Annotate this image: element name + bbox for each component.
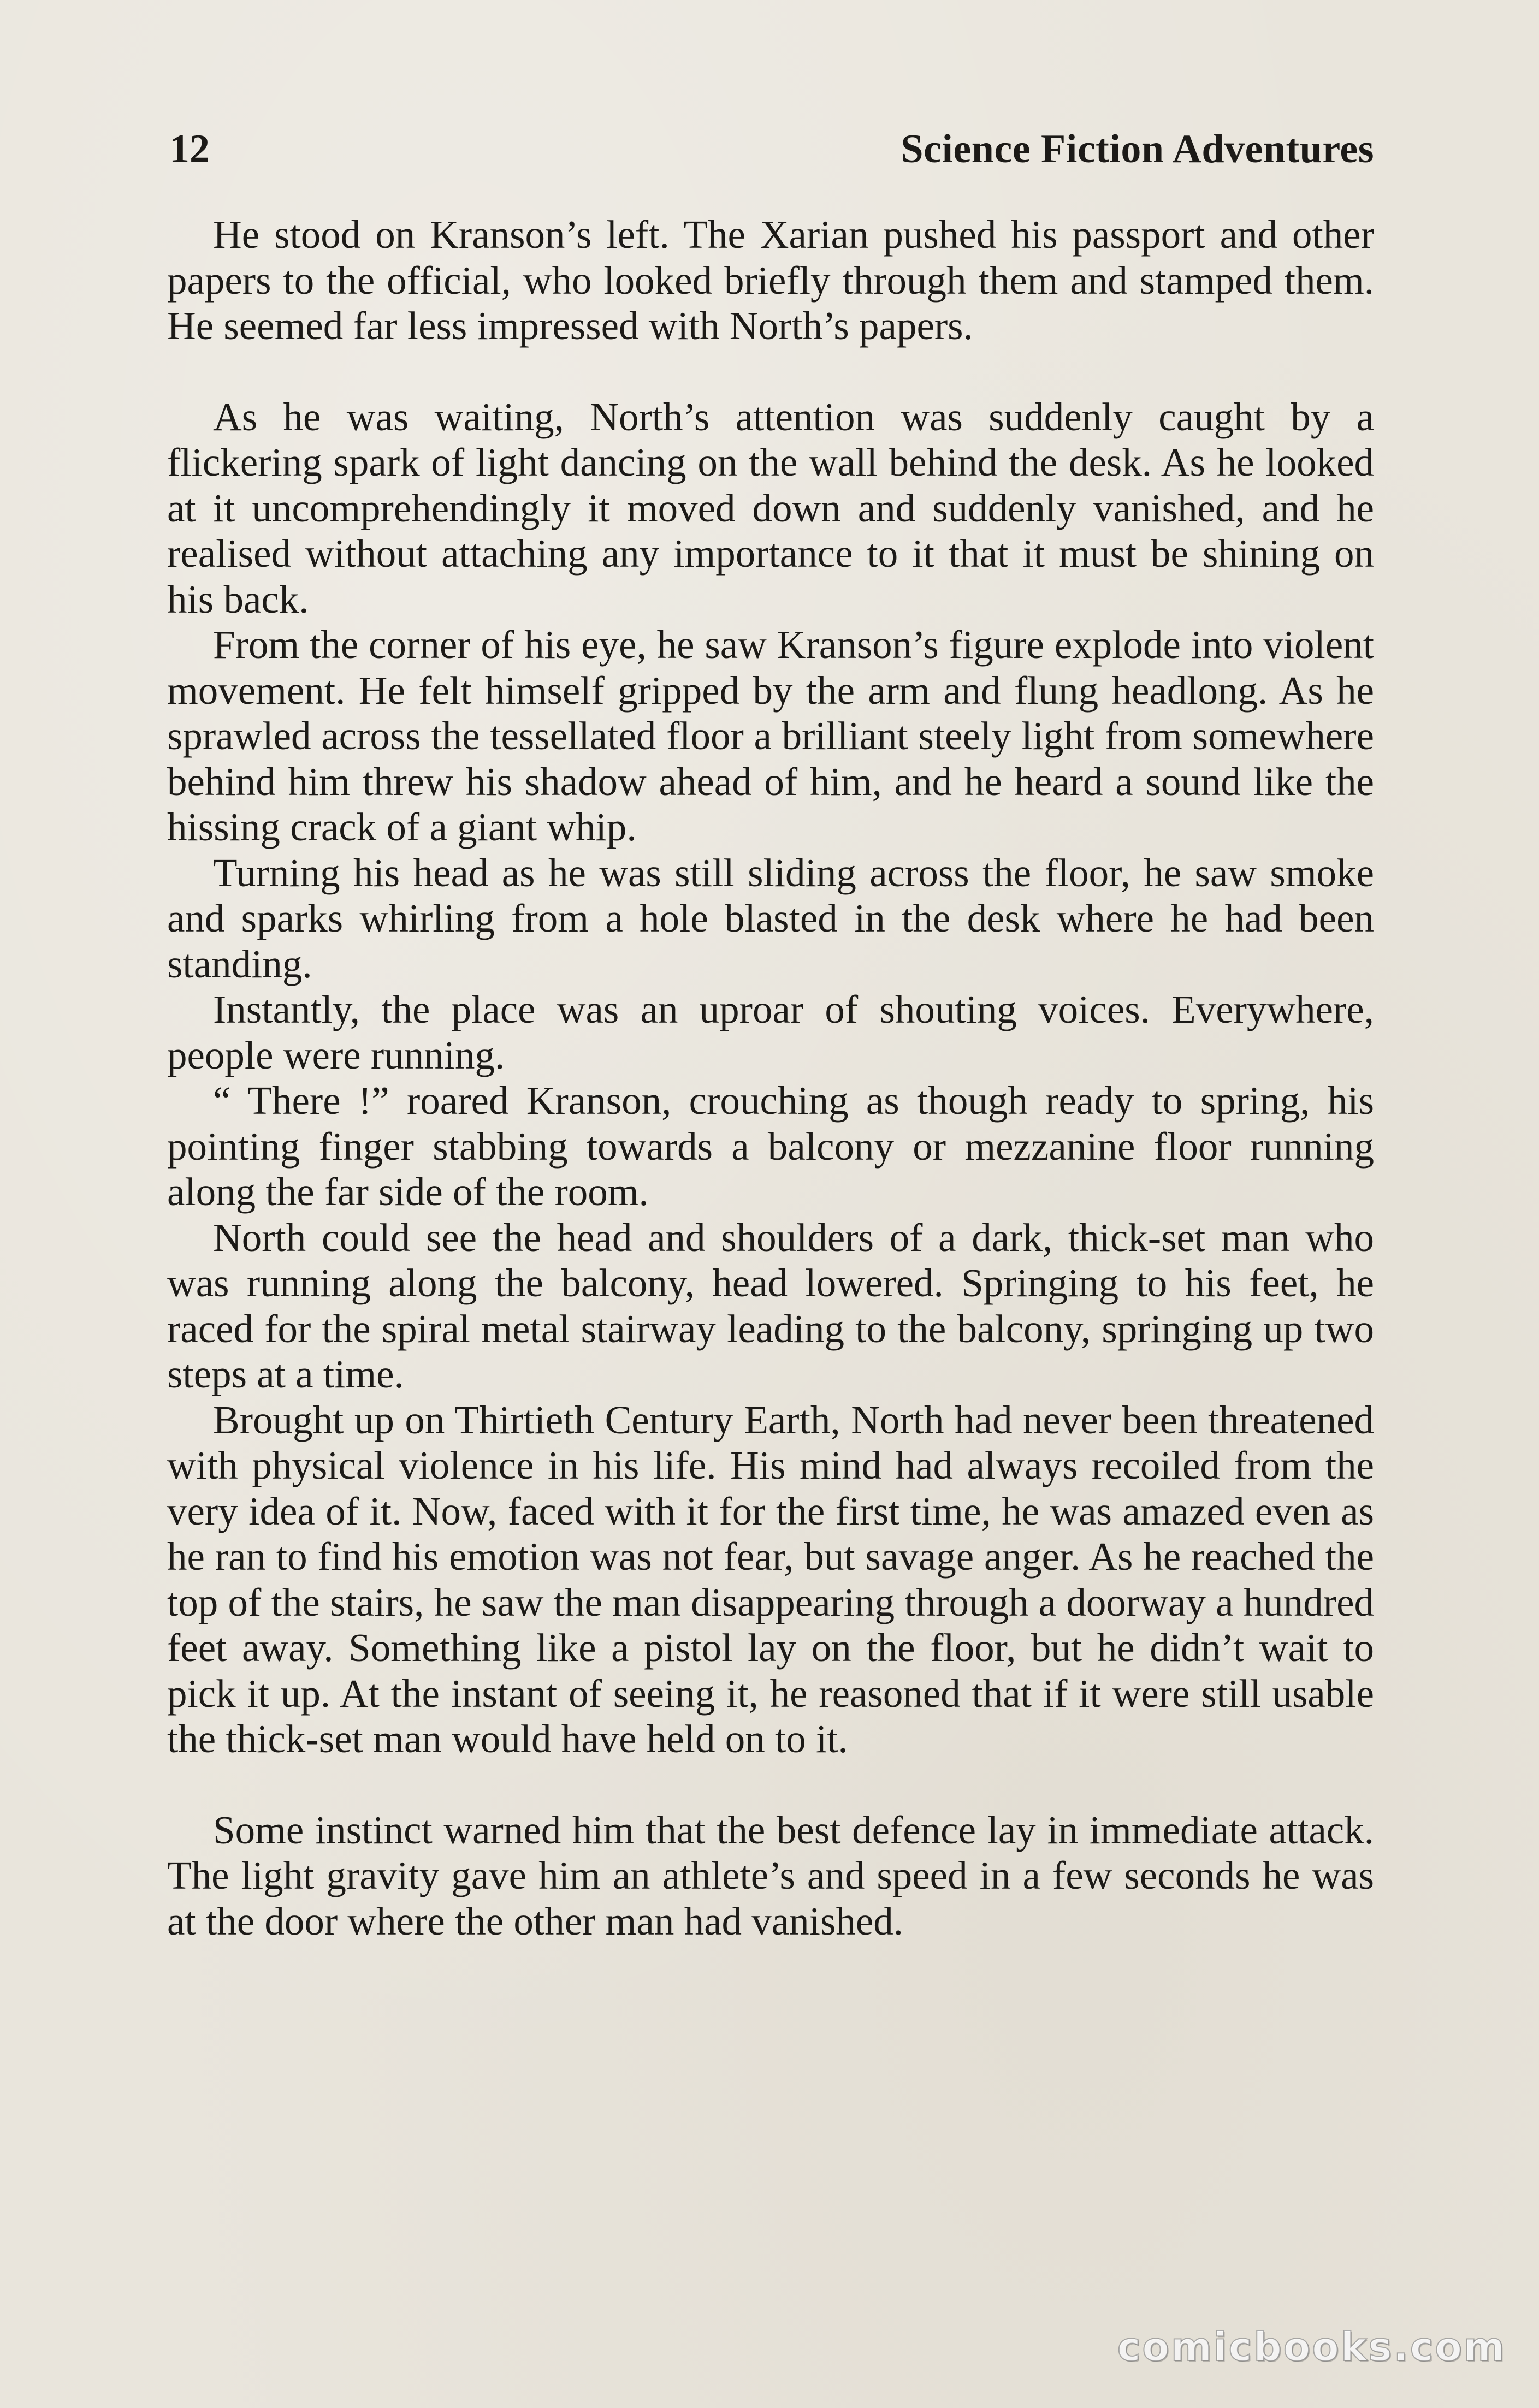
running-title: Science Fiction Adventures	[901, 127, 1374, 171]
watermark: comicbooks.com	[1117, 2324, 1506, 2370]
paragraph: North could see the head and shoulders of a dark, thick-set man who was running along the balcony, head lowered. Springing to his feet, he raced for the spiral metal stairway leading to the balcony, springing up two steps at a time.	[167, 1215, 1374, 1396]
paragraph: Turning his head as he was still sliding across the floor, he saw smoke and sparks whirling from a hole blasted in the desk where he had been standing.	[167, 850, 1374, 986]
book-page	[167, 124, 1374, 2199]
paragraph: As he was waiting, North’s attention was suddenly caught by a flickering spark of light dancing on the wall behind the desk. As he looked at it uncomprehendingly it moved down and suddenly vanished, and he realised without attaching any importance to it that it must be shining on his back.	[167, 394, 1374, 621]
page-header	[167, 124, 1374, 174]
paragraph: Brought up on Thirtieth Century Earth, North had never been threatened with physical violence in his life. His mind had always recoiled from the very idea of it. Now, faced with it for the first time, he was amazed even as he ran to find his emotion was not fear, but savage anger. As he reached the top of the stairs, he saw the man disappearing through a doorway a hundred feet away. Something like a pistol lay on the floor, but he didn’t wait to pick it up. At the instant of seeing it, he reasoned that if it were still usable the thick-set man would have held on to it.	[167, 1397, 1374, 1761]
paragraph: He stood on Kranson’s left. The Xarian pushed his passport and other papers to the official, who looked briefly through them and stamped them. He seemed far less impressed with North’s papers.	[167, 212, 1374, 348]
paragraph: Instantly, the place was an uproar of shouting voices. Everywhere, people were running.	[167, 987, 1374, 1077]
page-number: 12	[169, 127, 210, 171]
paragraph: “ There !” roared Kranson, crouching as though ready to spring, his pointing finger stabbing towards a balcony or mezzanine floor running along the far side of the room.	[167, 1078, 1374, 1214]
body-text	[167, 212, 1374, 1944]
paragraph: From the corner of his eye, he saw Kranson’s figure explode into violent movement. He felt himself gripped by the arm and flung headlong. As he sprawled across the tessellated floor a brilliant steely light from somewhere behind him threw his shadow ahead of him, and he heard a sound like the hissing crack of a giant whip.	[167, 622, 1374, 849]
paragraph: Some instinct warned him that the best defence lay in immediate attack. The light gravity gave him an athlete’s and speed in a few seconds he was at the door where the other man had vanished.	[167, 1807, 1374, 1943]
